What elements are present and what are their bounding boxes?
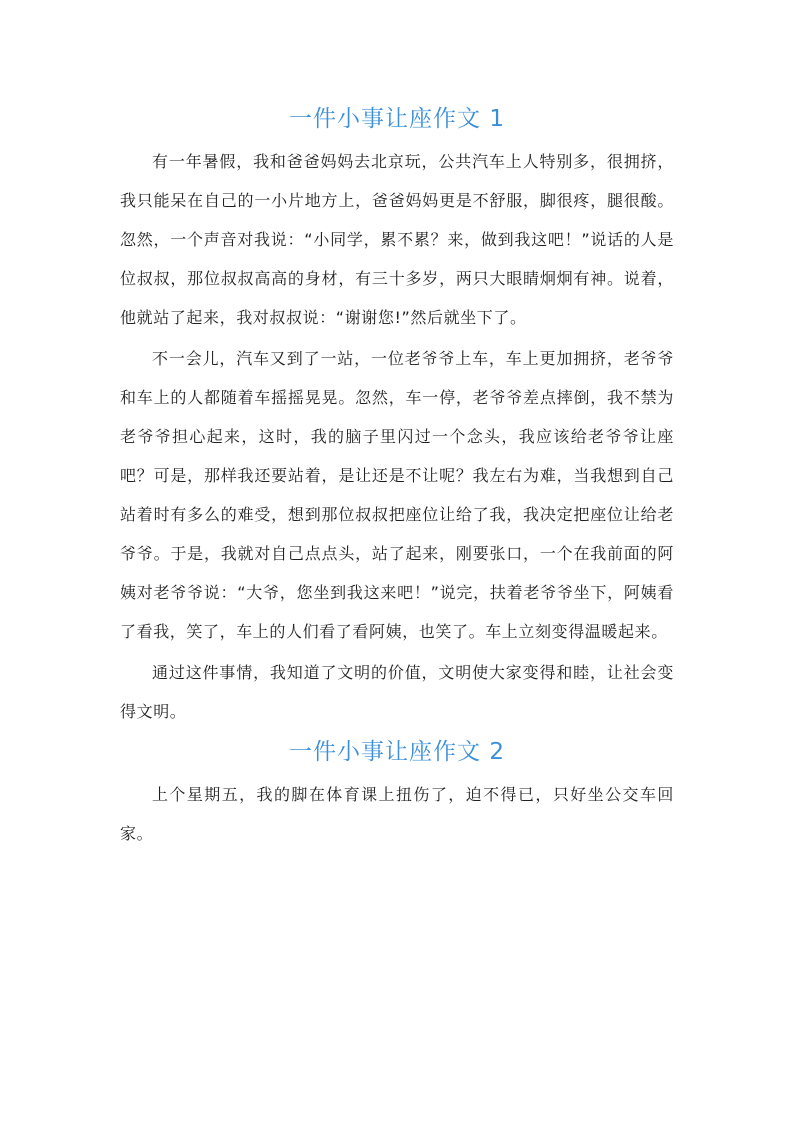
essay-2-paragraph-1: 上个星期五，我的脚在体育课上扭伤了，迫不得已，只好坐公交车回家。: [120, 785, 674, 843]
essay-1-paragraph-2: 不一会儿，汽车又到了一站，一位老爷爷上车，车上更加拥挤，老爷爷和车上的人都随着车摇摇晃晃。忽然，车一停，老爷爷差点摔倒，我不禁为老爷爷担心起来，这时，我的脑子里闪过一个念头，我应该给老爷爷让座吧？可是，那样我还要站着，是让还是不让呢？我左右为难，当我想到自己站着时有多么的难受，想到那位叔叔把座位让给了我，我决定把座位让给老爷爷。于是，我就对自己点点头，站了起来，刚要张口，一个在我前面的阿姨对老爷爷说：“大爷，您坐到我这来吧！”说完，扶着老爷爷坐下，阿姨看了看我，笑了，车上的人们看了看阿姨，也笑了。车上立刻变得温暖起来。: [120, 349, 674, 641]
essay-1-paragraph-3: 通过这件事情，我知道了文明的价值，文明使大家变得和睦，让社会变得文明。: [120, 663, 674, 721]
essay-1-paragraph-1: 有一年暑假，我和爸爸妈妈去北京玩，公共汽车上人特别多，很拥挤，我只能呆在自己的一小片地方上，爸爸妈妈更是不舒服，脚很疼，腿很酸。忽然，一个声音对我说：“小同学，累不累？来，做到我这吧！”说话的人是位叔叔，那位叔叔高高的身材，有三十多岁，两只大眼睛炯炯有神。说着，他就站了起来，我对叔叔说：“谢谢您!”然后就坐下了。: [120, 152, 674, 327]
essay-title-2: 一件小事让座作文 2: [289, 739, 505, 765]
essay-title-1: 一件小事让座作文 1: [289, 106, 505, 132]
